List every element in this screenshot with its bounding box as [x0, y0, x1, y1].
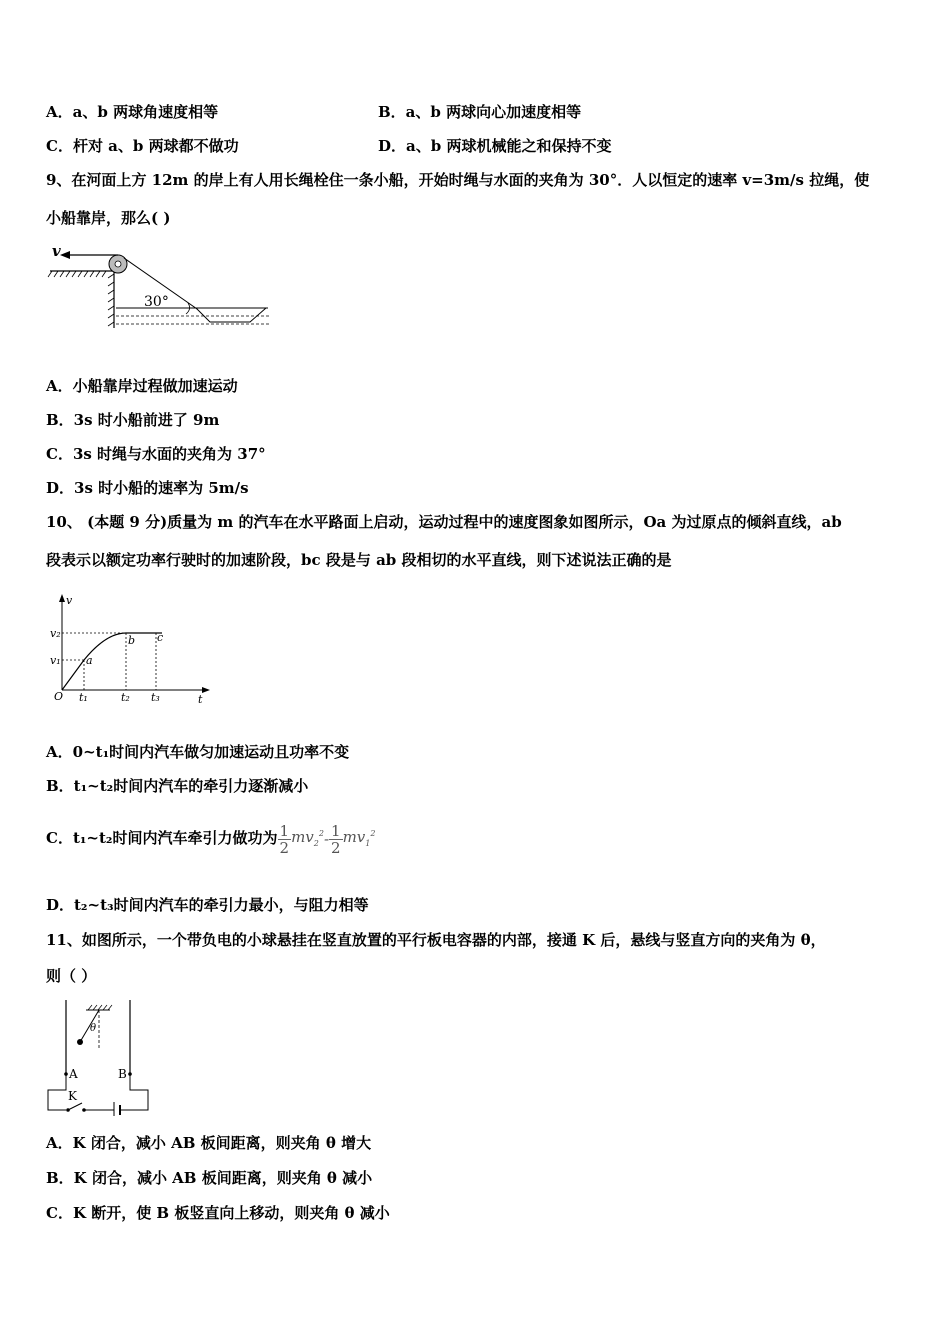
q11-option-c: C．K 断开，使 B 板竖直向上移动，则夹角 θ 减小	[46, 1204, 390, 1222]
q11-switch-label: K	[68, 1089, 77, 1103]
q11-option-b: B．K 闭合，减小 AB 板间距离，则夹角 θ 减小	[46, 1169, 373, 1187]
q11-plate-b-label: B	[118, 1067, 127, 1081]
q10-stem-line2: 段表示以额定功率行驶时的加速阶段，bc 段是与 ab 段相切的水平直线，则下述说法正确的是	[46, 551, 672, 569]
q10-option-c-text: C．t₁~t₂时间内汽车牵引力做功为	[46, 829, 278, 847]
q10-point-a: a	[86, 654, 93, 667]
q11-capacitor-figure	[44, 996, 154, 1116]
q10-v1-label: v₁	[50, 654, 61, 667]
q8-option-b: B．a、b 两球向心加速度相等	[378, 103, 582, 121]
q9-velocity-label: v	[52, 242, 61, 260]
q10-option-d: D．t₂~t₃时间内汽车的牵引力最小，与阻力相等	[46, 896, 369, 914]
q8-option-c: C．杆对 a、b 两球都不做功	[46, 137, 239, 155]
q9-angle-label: 30°	[144, 294, 169, 310]
q10-t1-label: t₁	[79, 691, 88, 704]
q10-point-b: b	[128, 634, 136, 647]
minus-sign: -	[323, 830, 330, 848]
q11-theta-label: θ	[90, 1023, 97, 1034]
mv-term-2: $mv_2^2$	[291, 828, 324, 848]
q8-option-d: D．a、b 两球机械能之和保持不变	[378, 137, 612, 155]
q10-vt-graph	[46, 590, 216, 710]
q10-option-a: A．0~t₁时间内汽车做匀加速运动且功率不变	[46, 743, 350, 761]
q11-option-a: A．K 闭合，减小 AB 板间距离，则夹角 θ 增大	[46, 1134, 372, 1152]
q9-stem-line2: 小船靠岸，那么( )	[46, 209, 171, 227]
q8-option-a: A．a、b 两球角速度相等	[46, 103, 219, 121]
q9-boat-figure	[46, 236, 276, 336]
q10-work-formula	[278, 814, 376, 864]
q11-stem-line2: 则（ ）	[46, 967, 97, 985]
q9-option-a: A．小船靠岸过程做加速运动	[46, 377, 238, 395]
q10-origin-label: O	[54, 690, 64, 703]
q11-stem-line1: 11、如图所示，一个带负电的小球悬挂在竖直放置的平行板电容器的内部，接通 K 后，悬线与竖直方向的夹角为 θ，	[46, 931, 826, 949]
q10-v-axis-label: v	[66, 594, 73, 607]
q10-t-axis-label: t	[198, 693, 203, 706]
fraction-half-2: $\frac{1}{2}$	[331, 821, 341, 857]
q9-stem-line1: 9、在河面上方 12m 的岸上有人用长绳栓住一条小船，开始时绳与水面的夹角为 30°．人以恒定的速率 v=3m/s 拉绳，使	[46, 171, 870, 189]
q10-point-c: c	[157, 631, 164, 644]
q11-plate-a-label: A	[69, 1067, 78, 1081]
q10-option-c	[46, 814, 375, 864]
q10-v2-label: v₂	[50, 627, 61, 640]
q9-option-d: D．3s 时小船的速率为 5m/s	[46, 479, 249, 497]
q10-t2-label: t₂	[121, 691, 130, 704]
q10-stem-line1: 10、 (本题 9 分)质量为 m 的汽车在水平路面上启动，运动过程中的速度图象如图所示，Oa 为过原点的倾斜直线，ab	[46, 513, 842, 531]
q9-option-b: B．3s 时小船前进了 9m	[46, 411, 220, 429]
q9-option-c: C．3s 时绳与水面的夹角为 37°	[46, 445, 266, 463]
fraction-half-1: $\frac{1}{2}$	[279, 821, 290, 857]
q10-t3-label: t₃	[151, 691, 160, 704]
q10-option-b: B．t₁~t₂时间内汽车的牵引力逐渐减小	[46, 777, 309, 795]
mv-term-1: $mv_1^2$	[342, 828, 376, 848]
